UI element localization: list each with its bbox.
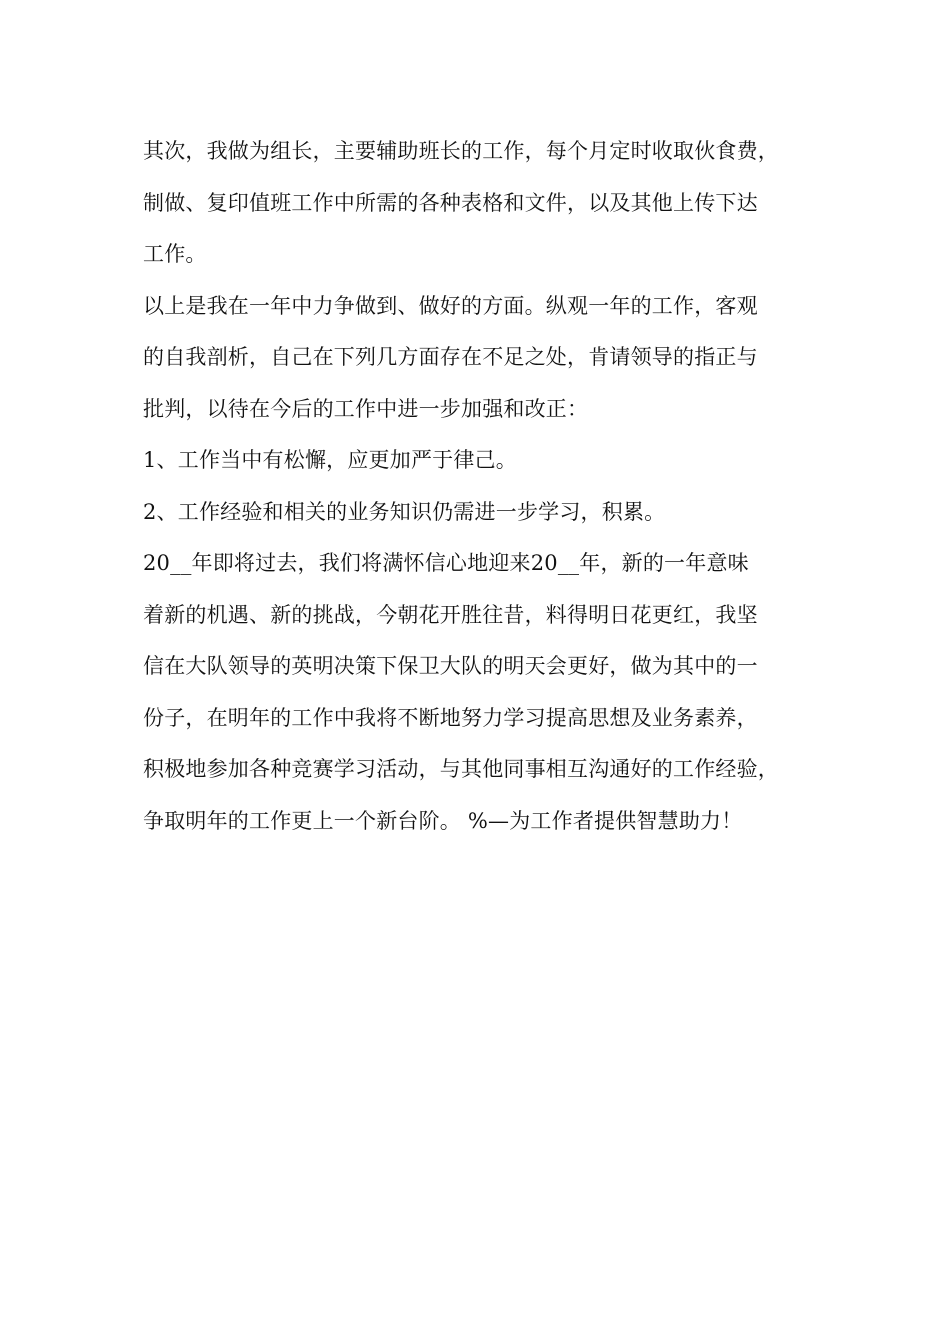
list-item: 2、工作经验和相关的业务知识仍需进一步学习，积累。 (143, 499, 666, 524)
text-line: 的自我剖析，自己在下列几方面存在不足之处，肯请领导的指正与 (143, 345, 758, 369)
text-line: 其次，我做为组长，主要辅助班长的工作，每个月定时收取伙食费， (143, 139, 779, 163)
text-line: 制做、复印值班工作中所需的各种表格和文件，以及其他上传下达 (143, 190, 758, 215)
document-body (143, 126, 843, 847)
list-item: 1、工作当中有松懈，应更加严于律己。 (143, 448, 517, 472)
text-line: 积极地参加各种竞赛学习活动，与其他同事相互沟通好的工作经验， (143, 757, 779, 781)
text-line: 20__年即将过去，我们将满怀信心地迎来20__年，新的一年意味 (143, 551, 749, 575)
text-line: 以上是我在一年中力争做到、做好的方面。纵观一年的工作，客观 (143, 293, 758, 318)
text-line: 争取明年的工作更上一个新台阶。 %—为工作者提供智慧助力！ (143, 808, 743, 833)
text-line: 信在大队领导的英明决策下保卫大队的明天会更好，做为其中的一 (143, 654, 758, 678)
text-line: 工作。 (143, 242, 207, 266)
text-line: 份子，在明年的工作中我将不断地努力学习提高思想及业务素养， (143, 705, 758, 730)
text-line: 批判，以待在今后的工作中进一步加强和改正： (143, 396, 589, 421)
text-line: 着新的机遇、新的挑战，今朝花开胜往昔，料得明日花更红，我坚 (143, 602, 758, 627)
